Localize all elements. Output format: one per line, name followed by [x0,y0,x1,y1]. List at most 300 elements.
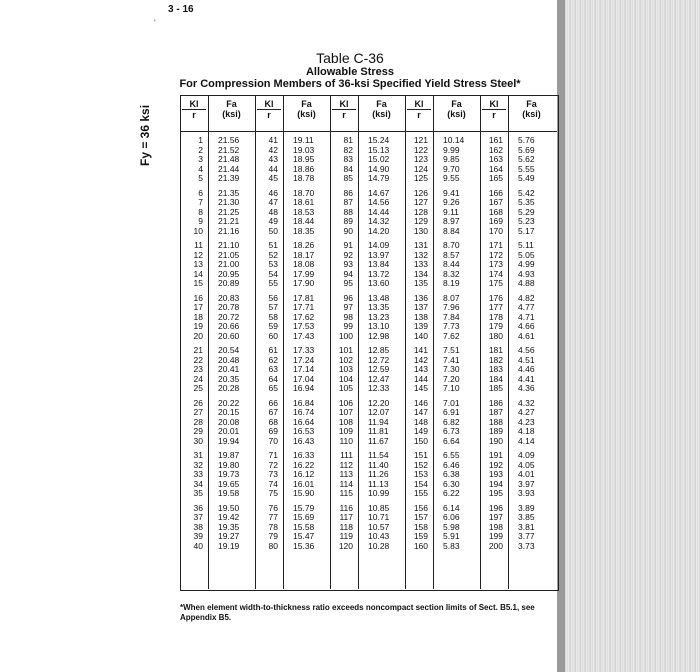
fa-value: 11.81 [368,426,389,437]
kl-r-value: 113 [339,469,353,480]
fa-value: 20.95 [218,268,240,279]
fa-value: 14.20 [368,225,390,236]
kl-r-value: 129 [413,216,428,227]
kl-r-value: 136 [413,292,428,303]
header-fa [510,99,553,119]
fa-value: 15.13 [368,144,390,155]
fa-value: 5.83 [443,540,460,551]
fa-value: 3.93 [518,488,535,499]
kl-r-value: 195 [488,488,503,499]
fa-value: 18.44 [293,216,315,227]
fa-value: 16.84 [293,397,315,408]
fa-value: 17.14 [293,364,315,375]
kl-r-value: 130 [413,225,428,236]
fa-value: 6.46 [443,459,460,470]
fa-value: 4.18 [518,426,535,437]
fa-value: 9.26 [443,197,460,208]
fa-value: 8.07 [443,292,460,303]
kl-r-value: 192 [488,459,503,470]
fa-value: 3.81 [518,521,535,532]
fa-value: 11.13 [368,478,389,489]
fa-value: 10.14 [443,135,465,145]
fa-value: 8.57 [443,249,460,260]
yield-stress-label: Fy = 36 ksi [138,104,152,166]
fa-value: 19.42 [218,512,240,523]
kl-r-value: 151 [413,450,428,460]
fa-value: 13.84 [368,259,390,270]
kl-r-value: 76 [268,502,278,513]
fa-value: 6.55 [443,450,460,460]
kl-r-value: 116 [339,502,353,513]
kl-r-value: 54 [268,268,278,279]
fa-value: 12.47 [368,373,390,384]
kl-r-value: 24 [193,373,203,384]
fa-value: 20.22 [218,397,240,408]
kl-r-value: 166 [488,187,503,198]
fa-value: 18.17 [293,249,315,260]
kl-r-value: 150 [413,435,428,446]
kl-r-value: 70 [268,435,278,446]
fa-value: 20.66 [218,321,240,332]
kl-r-value: 154 [413,478,428,489]
fa-value: 10.71 [368,512,390,523]
kl-r-value: 189 [488,426,503,437]
kl-r-value: 165 [488,173,503,184]
kl-r-value: 44 [268,163,278,174]
kl-r-value: 58 [268,311,278,322]
fa-value: 15.90 [293,488,315,499]
kl-r-value: 176 [488,292,503,303]
kl-r-value: 77 [268,512,278,523]
kl-r-value: 153 [413,469,428,480]
header-r: r [482,109,506,120]
kl-r-value: 175 [488,278,503,289]
fa-value: 4.77 [518,302,535,313]
header-fa-unit: (ksi) [522,109,541,119]
kl-r-value: 83 [343,154,353,165]
kl-r-value: 51 [268,240,278,250]
header-fa-unit: (ksi) [372,109,391,119]
kl-r-value: 55 [268,278,278,289]
kl-r-value: 85 [343,173,353,184]
kl-r-value: 110 [339,435,353,446]
fa-value: 4.66 [518,321,535,332]
kl-r-value: 183 [488,364,503,375]
fa-value: 12.07 [368,407,390,418]
fa-value: 9.85 [443,154,460,165]
fa-value: 21.39 [218,173,240,184]
kl-r-value: 164 [488,163,503,174]
kl-r-value: 20 [193,330,203,341]
header-r: r [332,109,356,120]
fa-value: 16.64 [293,416,315,427]
kl-r-value: 185 [488,383,503,394]
kl-r-value: 121 [413,135,428,145]
kl-r-value: 124 [413,163,428,174]
fa-value: 16.22 [293,459,315,470]
kl-r-value: 155 [413,488,428,499]
kl-r-value: 49 [268,216,278,227]
page-mark: ' [154,18,156,28]
fa-value: 14.56 [368,197,390,208]
fa-value: 12.59 [368,364,390,375]
kl-r-value: 158 [413,521,428,532]
kl-r-value: 43 [268,154,278,165]
kl-r-value: 126 [413,187,428,198]
page-number: 3 - 16 [168,4,194,15]
fa-value: 4.36 [518,383,535,394]
fa-value: 21.10 [218,240,240,250]
kl-r-value: 178 [488,311,503,322]
fa-value: 10.57 [368,521,390,532]
kl-r-value: 114 [339,478,353,489]
kl-r-value: 79 [268,531,278,542]
column-divider [433,95,434,589]
fa-value: 19.58 [218,488,240,499]
fa-value: 20.41 [218,364,240,375]
fa-value: 13.60 [368,278,390,289]
fa-value: 9.70 [443,163,460,174]
fa-value: 20.78 [218,302,240,313]
fa-value: 5.91 [443,531,460,542]
header-kl: Kl [489,99,499,109]
header-kl-r [332,99,356,120]
kl-r-value: 13 [193,259,203,270]
fa-value: 20.48 [218,354,240,365]
kl-r-value: 37 [193,512,203,523]
column-divider [508,95,509,589]
fa-value: 6.30 [443,478,460,489]
kl-r-value: 6 [198,187,203,198]
kl-r-value: 68 [268,416,278,427]
kl-r-value: 28 [193,416,203,427]
fa-value: 5.55 [518,163,535,174]
fa-value: 8.44 [443,259,460,270]
kl-r-value: 170 [488,225,503,236]
fa-value: 5.11 [518,240,534,250]
fa-value: 11.94 [368,416,389,427]
kl-r-value: 16 [193,292,203,303]
header-fa-symbol: Fa [526,99,537,109]
fa-value: 21.44 [218,163,240,174]
fa-value: 3.73 [518,540,535,551]
fa-value: 9.41 [443,187,460,198]
kl-r-value: 104 [338,373,353,384]
kl-r-value: 92 [343,249,353,260]
fa-value: 18.70 [293,187,315,198]
kl-r-value: 63 [268,364,278,375]
kl-r-value: 106 [338,397,353,408]
fa-value: 7.51 [443,345,460,355]
kl-r-value: 163 [488,154,503,165]
fa-value: 19.94 [218,435,240,446]
fa-value: 17.24 [293,354,315,365]
fa-value: 16.33 [293,450,315,460]
table-title: Table C-36 [316,50,384,66]
kl-r-value: 102 [338,354,353,365]
kl-r-value: 78 [268,521,278,532]
fa-value: 8.32 [443,268,460,279]
fa-value: 4.82 [518,292,535,303]
kl-r-value: 119 [339,531,353,542]
fa-value: 4.05 [518,459,535,470]
fa-value: 16.01 [293,478,315,489]
fa-value: 5.42 [518,187,535,198]
fa-value: 5.69 [518,144,535,155]
fa-value: 13.72 [368,268,390,279]
fa-value: 11.54 [368,450,389,460]
header-fa-symbol: Fa [226,99,237,109]
header-fa-symbol: Fa [376,99,387,109]
kl-r-value: 187 [488,407,503,418]
kl-r-value: 21 [193,345,203,355]
kl-r-value: 125 [413,173,428,184]
kl-r-value: 65 [268,383,278,394]
kl-r-value: 112 [339,459,353,470]
kl-r-value: 173 [488,259,503,270]
fa-value: 20.72 [218,311,240,322]
kl-r-value: 10 [193,225,203,236]
fa-value: 3.85 [518,512,535,523]
kl-r-value: 94 [343,268,353,279]
kl-r-value: 157 [413,512,428,523]
kl-r-value: 4 [198,163,203,174]
kl-r-value: 88 [343,206,353,217]
fa-value: 19.73 [218,469,240,480]
kl-r-value: 127 [413,197,428,208]
header-r: r [182,109,206,120]
kl-r-value: 89 [343,216,353,227]
fa-value: 10.43 [368,531,390,542]
fa-value: 12.20 [368,397,390,408]
header-fa-symbol: Fa [451,99,462,109]
kl-r-value: 33 [193,469,203,480]
kl-r-value: 128 [413,206,428,217]
kl-r-value: 12 [193,249,203,260]
fa-value: 21.16 [218,225,240,236]
kl-r-value: 101 [338,345,353,355]
fa-value: 18.08 [293,259,315,270]
column-divider [358,95,359,589]
kl-r-value: 198 [488,521,503,532]
kl-r-value: 62 [268,354,278,365]
fa-value: 14.90 [368,163,390,174]
fa-value: 10.99 [368,488,390,499]
header-fa-unit: (ksi) [447,109,466,119]
kl-r-value: 52 [268,249,278,260]
kl-r-value: 147 [413,407,428,418]
kl-r-value: 108 [338,416,353,427]
fa-value: 19.80 [218,459,240,470]
fa-value: 18.78 [293,173,315,184]
kl-r-value: 148 [413,416,428,427]
fa-value: 14.32 [368,216,390,227]
fa-value: 8.97 [443,216,460,227]
fa-value: 8.19 [443,278,460,289]
kl-r-value: 141 [413,345,428,355]
header-kl: Kl [264,99,274,109]
kl-r-value: 53 [268,259,278,270]
fa-value: 4.93 [518,268,535,279]
kl-r-value: 149 [413,426,428,437]
fa-value: 3.77 [518,531,535,542]
fa-value: 16.53 [293,426,315,437]
kl-r-value: 35 [193,488,203,499]
kl-r-value: 8 [198,206,203,217]
fa-value: 7.20 [443,373,460,384]
fa-value: 16.12 [293,469,315,480]
fa-value: 17.99 [293,268,315,279]
fa-value: 13.23 [368,311,390,322]
kl-r-value: 23 [193,364,203,375]
fa-value: 9.55 [443,173,460,184]
fa-value: 6.73 [443,426,460,437]
fa-value: 5.05 [518,249,535,260]
kl-r-value: 145 [413,383,428,394]
fa-value: 4.88 [518,278,535,289]
kl-r-value: 159 [413,531,428,542]
kl-r-value: 50 [268,225,278,236]
fa-value: 20.01 [218,426,240,437]
fa-value: 16.74 [293,407,315,418]
fa-value: 21.56 [218,135,240,145]
fa-value: 4.56 [518,345,535,355]
kl-r-value: 139 [413,321,428,332]
header-r: r [407,109,431,120]
kl-r-value: 98 [343,311,353,322]
kl-r-value: 47 [268,197,278,208]
fa-value: 6.82 [443,416,460,427]
kl-r-value: 80 [268,540,278,551]
kl-r-value: 19 [193,321,203,332]
fa-value: 15.36 [293,540,315,551]
fa-value: 4.09 [518,450,535,460]
kl-r-value: 71 [268,450,278,460]
fa-value: 19.11 [293,135,314,145]
fa-value: 7.41 [443,354,460,365]
kl-r-value: 111 [340,450,353,460]
fa-value: 8.70 [443,240,460,250]
kl-r-value: 135 [413,278,428,289]
kl-r-value: 72 [268,459,278,470]
kl-r-value: 93 [343,259,353,270]
kl-r-value: 41 [268,135,278,145]
kl-r-value: 167 [488,197,503,208]
fa-value: 7.73 [443,321,460,332]
fa-value: 11.26 [368,469,389,480]
kl-r-value: 146 [413,397,428,408]
kl-r-value: 188 [488,416,503,427]
kl-r-value: 36 [193,502,203,513]
kl-r-value: 131 [413,240,428,250]
kl-r-value: 26 [193,397,203,408]
kl-r-value: 61 [268,345,278,355]
kl-r-value: 137 [413,302,428,313]
fa-value: 20.35 [218,373,240,384]
fa-value: 5.98 [443,521,460,532]
fa-value: 18.95 [293,154,315,165]
fa-value: 20.28 [218,383,240,394]
fa-value: 13.10 [368,321,390,332]
header-r: r [257,109,281,120]
kl-r-value: 169 [488,216,503,227]
fa-value: 21.48 [218,154,240,165]
fa-value: 20.89 [218,278,240,289]
fa-value: 4.27 [518,407,535,418]
kl-r-value: 172 [488,249,503,260]
header-kl: Kl [339,99,349,109]
fa-value: 4.61 [518,330,535,341]
fa-value: 6.64 [443,435,460,446]
kl-r-value: 109 [338,426,353,437]
fa-value: 7.84 [443,311,460,322]
kl-r-value: 132 [413,249,428,260]
fa-value: 7.10 [443,383,460,394]
fa-value: 12.98 [368,330,390,341]
fa-value: 15.79 [293,502,315,513]
fa-value: 4.71 [518,311,535,322]
kl-r-value: 196 [488,502,503,513]
kl-r-value: 34 [193,478,203,489]
fa-value: 18.61 [293,197,315,208]
fa-value: 21.30 [218,197,240,208]
kl-r-value: 1 [198,135,203,145]
kl-r-value: 14 [193,268,203,279]
kl-r-value: 118 [339,521,353,532]
kl-r-value: 115 [339,488,353,499]
kl-r-value: 190 [488,435,503,446]
stress-table [180,95,557,589]
kl-r-value: 140 [413,330,428,341]
fa-value: 19.03 [293,144,315,155]
fa-value: 21.52 [218,144,240,155]
fa-value: 12.85 [368,345,390,355]
kl-r-value: 120 [338,540,353,551]
column-divider [283,95,284,589]
kl-r-value: 87 [343,197,353,208]
fa-value: 15.02 [368,154,390,165]
kl-r-value: 161 [488,135,503,145]
fa-value: 7.30 [443,364,460,375]
kl-r-value: 74 [268,478,278,489]
fa-value: 20.83 [218,292,240,303]
header-rule [180,131,557,132]
kl-r-value: 5 [198,173,203,184]
kl-r-value: 174 [488,268,503,279]
fa-value: 13.35 [368,302,390,313]
fa-value: 17.33 [293,345,315,355]
fa-value: 14.09 [368,240,390,250]
fa-value: 14.67 [368,187,390,198]
fa-value: 14.79 [368,173,390,184]
kl-r-value: 193 [488,469,503,480]
fa-value: 17.90 [293,278,315,289]
kl-r-value: 66 [268,397,278,408]
kl-r-value: 57 [268,302,278,313]
header-kl-r [407,99,431,120]
fa-value: 10.85 [368,502,390,513]
kl-r-value: 3 [198,154,203,165]
fa-value: 17.43 [293,330,315,341]
header-fa [285,99,328,119]
kl-r-value: 73 [268,469,278,480]
header-fa [435,99,478,119]
fa-value: 17.04 [293,373,315,384]
fa-value: 19.87 [218,450,240,460]
kl-r-value: 103 [338,364,353,375]
fa-value: 14.44 [368,206,390,217]
kl-r-value: 86 [343,187,353,198]
